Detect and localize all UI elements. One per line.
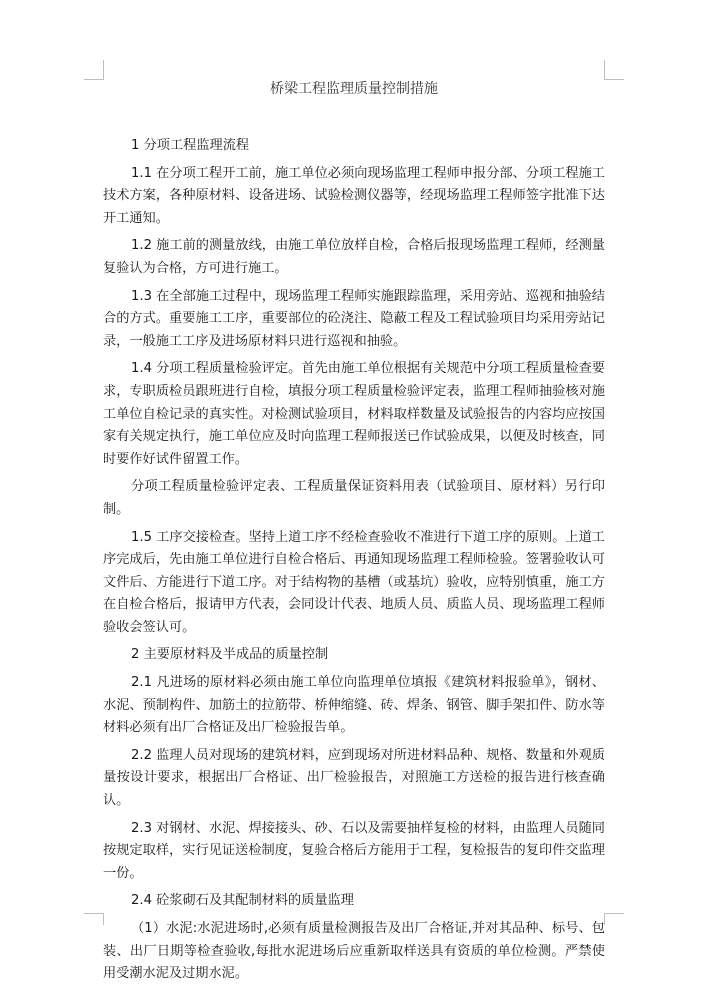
document-body bbox=[103, 135, 605, 991]
body-paragraph: 1.4 分项工程质量检验评定。首先由施工单位根据有关规范中分项工程质量检查要求，专职质检员跟班进行自检，填报分项工程质量检验评定表，监理工程师抽验核对施工单位自检记录的真实性。对检测试验项目，材料取样数量及试验报告的内容均应按国家有关规定执行，施工单位应及时向监理工程师报送已作试验成果，以便及时核查，同时要作好试件留置工作。 bbox=[103, 361, 605, 467]
crop-mark-top-left-v bbox=[103, 60, 104, 80]
body-paragraph: 1.1 在分项工程开工前，施工单位必须向现场监理工程师申报分部、分项工程施工技术方案，各种原材料、设备进场、试验检测仪器等，经现场监理工程师签字批准下达开工通知。 bbox=[103, 165, 605, 226]
body-paragraph: 分项工程质量检验评定表、工程质量保证资料用表（试验项目、原材料）另行印制。 bbox=[103, 479, 605, 517]
crop-mark-bottom-left-h bbox=[84, 913, 104, 914]
section-heading: 2.4 砼浆砌石及其配制材料的质量监理 bbox=[131, 893, 354, 909]
body-paragraph: 1.3 在全部施工过程中，现场监理工程师实施跟踪监理，采用旁站、巡视和抽验结合的方式。重要施工工序，重要部位的砼浇注、隐蔽工程及工程试验项目均采用旁站记录，一般施工工序及进场原材料只进行巡视和抽验。 bbox=[103, 288, 605, 349]
section-heading: 1 分项工程监理流程 bbox=[131, 138, 250, 153]
crop-mark-top-right-v bbox=[604, 60, 605, 80]
document-title: 桥梁工程监理质量控制措施 bbox=[270, 81, 438, 97]
body-paragraph: 2.1 凡进场的原材料必须由施工单位向监理单位填报《建筑材料报验单》，钢材、水泥、预制构件、加筋土的拉筋带、桥伸缩缝、砖、焊条、钢管、脚手架扣件、防水等材料必须有出厂合格证及出厂检验报告单。 bbox=[103, 675, 605, 736]
crop-mark-bottom-right-h bbox=[604, 913, 624, 914]
body-paragraph: 1.5 工序交接检查。坚持上道工序不经检查验收不准进行下道工序的原则。上道工序完成后，先由施工单位进行自检合格后、再通知现场监理工程师检验。签署验收认可文件后、方能进行下道工序。对于结构物的基槽（或基坑）验收，应特别慎重，施工方在自检合格后，报请甲方代表，会同设计代表、地质人员、质监人员、现场监理工程师验收会签认可。 bbox=[103, 529, 605, 635]
body-paragraph: 2.3 对钢材、水泥、焊接接头、砂、石以及需要抽样复检的材料，由监理人员随同按规定取样，实行见证送检制度，复验合格后方能用于工程，复检报告的复印件交监理一份。 bbox=[103, 820, 605, 881]
section-heading: 2 主要原材料及半成品的质量控制 bbox=[131, 647, 329, 663]
body-paragraph: （1）水泥:水泥进场时,必须有质量检测报告及出厂合格证,并对其品种、标号、包装、出厂日期等检查验收,每批水泥进场后应重新取样送具有资质的单位检测。严禁使用受潮水泥及过期水泥。 bbox=[103, 921, 605, 982]
body-paragraph: 2.2 监理人员对现场的建筑材料，应到现场对所进材料品种、规格、数量和外观质量按设计要求，根据出厂合格证、出厂检验报告，对照施工方送检的报告进行核查确认。 bbox=[103, 747, 605, 809]
body-paragraph: 1.2 施工前的测量放线，由施工单位放样自检，合格后报现场监理工程师，经测量复验认为合格，方可进行施工。 bbox=[103, 238, 605, 276]
